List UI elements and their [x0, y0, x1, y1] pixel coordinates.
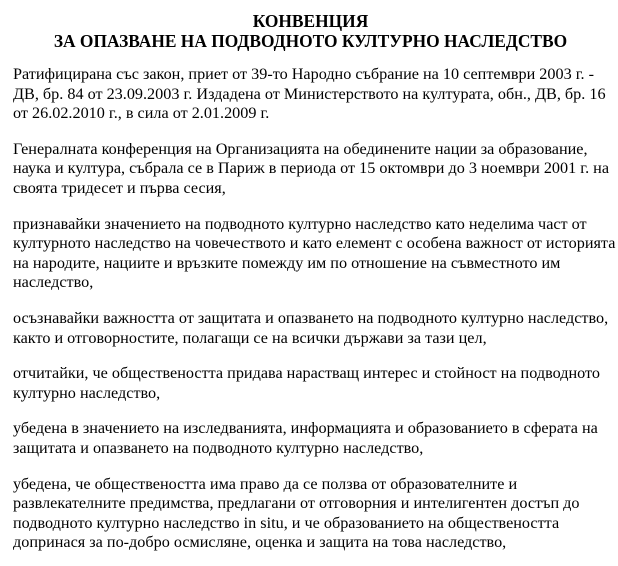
paragraph-line: културното наследство на човечеството и като елемент с особена важност от историята	[13, 234, 616, 253]
paragraph-line: развлекателните предимства, предлагани от отговорния и интелигентен достъп до	[13, 494, 580, 513]
title-line-1: КОНВЕНЦИЯ	[252, 11, 369, 31]
paragraph-line: отчитайки, че обществеността придава нарастващ интерес и стойност на подводното	[13, 364, 600, 383]
paragraph-line: допринася за по-добро осмисляне, оценка и защита на това наследство,	[13, 533, 507, 552]
paragraph-line: убедена, че обществеността има право да се ползва от образователните и	[13, 474, 518, 493]
ratification-paragraph	[13, 65, 608, 124]
paragraph-line: културно наследство,	[13, 383, 161, 402]
paragraph-line: своята тридесет и първа сесия,	[13, 178, 226, 197]
paragraph-line: убедена в значението на изследванията, информацията и образованието в сферата на	[13, 419, 598, 438]
preamble-paragraph-2	[13, 214, 616, 293]
paragraph-line: от 26.02.2010 г., в сила от 2.01.2009 г.	[13, 104, 270, 123]
paragraph-line: на народите, нациите и връзките помежду им по отношение на съвместното им	[13, 253, 561, 272]
paragraph-line: както и отговорностите, полагащи се на всички държави за тази цел,	[13, 328, 487, 347]
document-title	[13, 11, 608, 51]
preamble-paragraph-1	[13, 140, 608, 199]
paragraph-line: наследство,	[13, 273, 94, 292]
paragraph-line: осъзнавайки важността от защитата и опазването на подводното културно наследство,	[13, 308, 609, 327]
preamble-paragraph-3	[13, 309, 608, 348]
paragraph-line: подводното културно наследство in situ, и че образованието на обществеността	[13, 513, 560, 532]
preamble-paragraph-6	[13, 475, 608, 553]
paragraph-line: защитата и опазването на подводното културно наследство,	[13, 438, 424, 457]
title-line-2: ЗА ОПАЗВАНЕ НА ПОДВОДНОТО КУЛТУРНО НАСЛЕДСТВО	[53, 31, 568, 51]
paragraph-line: Генералната конференция на Организацията на обединените нации за образование,	[13, 139, 588, 158]
paragraph-line: Ратифицирана със закон, приет от 39-то Народно събрание на 10 септември 2003 г. -	[13, 65, 595, 83]
paragraph-line: наука и култура, събрала се в Париж в периода от 15 октомври до 3 ноември 2001 г. на	[13, 159, 610, 178]
paragraph-line: ДВ, бр. 84 от 23.09.2003 г. Издадена от Министерството на културата, обн., ДВ, бр. 16	[13, 84, 606, 103]
preamble-paragraph-5	[13, 419, 608, 458]
preamble-paragraph-4	[13, 364, 608, 403]
paragraph-line: признавайки значението на подводното културно наследство като неделима част от	[13, 214, 587, 233]
